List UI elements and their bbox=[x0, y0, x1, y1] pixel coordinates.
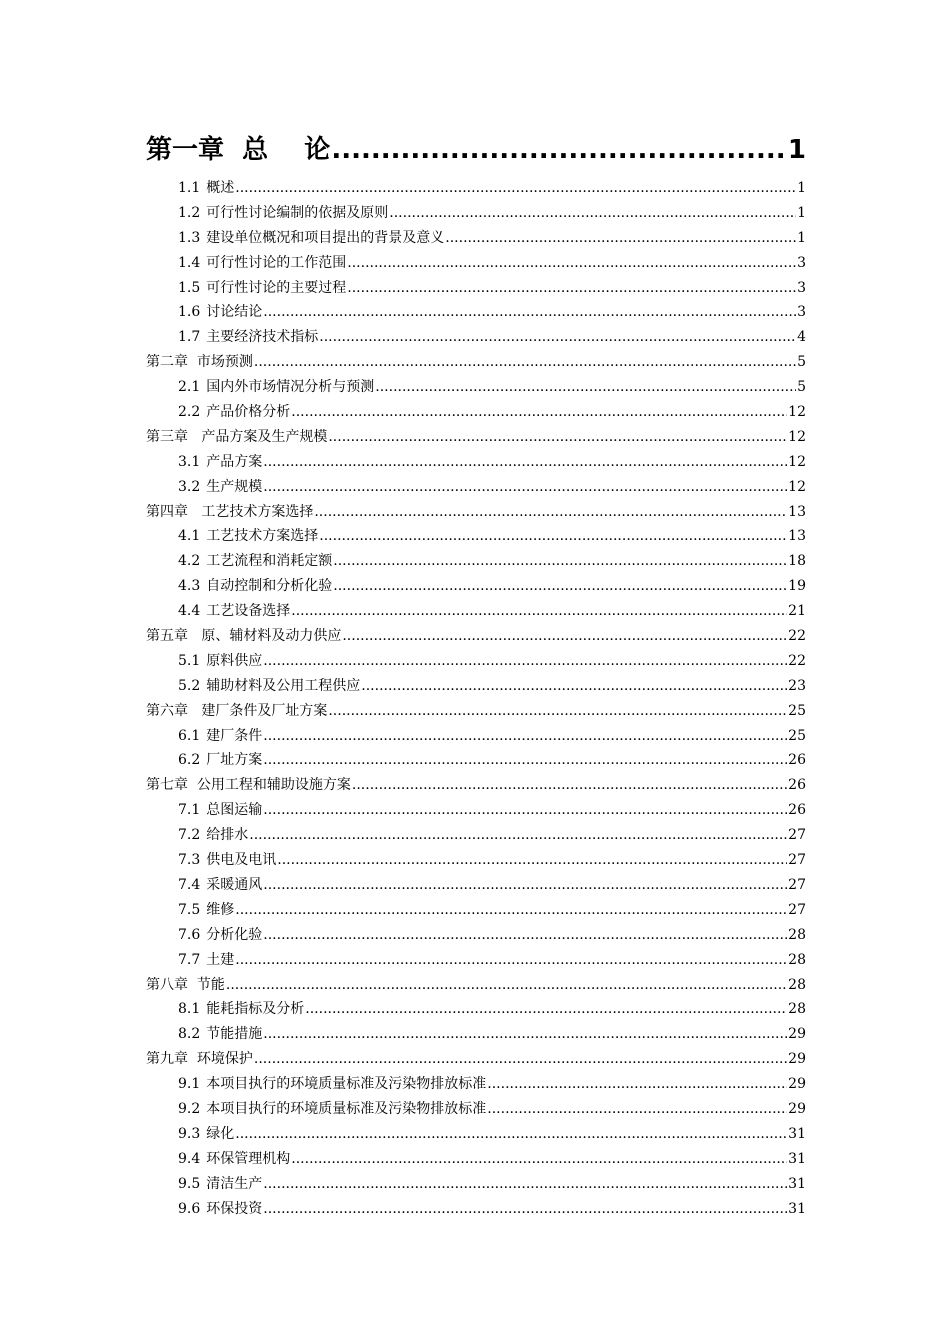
toc-entry-number: 7.4 bbox=[178, 876, 201, 893]
dot-leader bbox=[487, 1097, 787, 1122]
dot-leader bbox=[347, 276, 796, 301]
toc-entry-number: 7.5 bbox=[178, 901, 201, 918]
toc-entry-page: 5 bbox=[797, 354, 806, 371]
toc-entry-number: 5.2 bbox=[178, 677, 201, 694]
toc-section-entry[interactable] bbox=[146, 997, 806, 1022]
toc-entry-page: 31 bbox=[788, 1125, 806, 1142]
toc-section-entry[interactable] bbox=[146, 1147, 806, 1172]
toc-section-entry[interactable] bbox=[146, 948, 806, 973]
toc-entry-page: 13 bbox=[788, 528, 806, 545]
toc-entry-page: 5 bbox=[797, 379, 806, 396]
toc-entry-number: 9.2 bbox=[178, 1100, 201, 1117]
toc-entry-page: 19 bbox=[788, 578, 806, 595]
toc-entry-page: 1 bbox=[797, 180, 806, 196]
toc-entry-page: 3 bbox=[797, 279, 806, 296]
toc-entry-text: 第九章 环境保护 bbox=[146, 1051, 253, 1068]
toc-section-entry[interactable] bbox=[146, 1097, 806, 1122]
dot-leader bbox=[235, 176, 796, 201]
toc-entry-page: 22 bbox=[788, 628, 806, 645]
toc-section-entry[interactable] bbox=[146, 1072, 806, 1097]
dot-leader bbox=[291, 599, 787, 624]
toc-entry-page: 27 bbox=[788, 852, 806, 869]
toc-entry-page: 29 bbox=[788, 1051, 806, 1068]
toc-section-entry[interactable] bbox=[146, 1022, 806, 1047]
toc-entry-number: 8.1 bbox=[178, 1001, 201, 1018]
toc-entry-text: 第七章 公用工程和辅助设施方案 bbox=[146, 777, 351, 794]
toc-entry-page: 29 bbox=[788, 1100, 806, 1117]
dot-leader bbox=[445, 226, 796, 251]
toc-entry-page: 12 bbox=[788, 453, 806, 470]
toc-entry-text: 第六章 建厂条件及厂址方案 bbox=[146, 702, 328, 719]
toc-entry-text: 主要经济技术指标 bbox=[206, 329, 319, 346]
toc-entry-number: 1.6 bbox=[178, 304, 201, 321]
toc-entry-number: 3.1 bbox=[178, 453, 201, 470]
table-of-contents bbox=[146, 130, 806, 1221]
toc-chapter-entry[interactable] bbox=[146, 773, 806, 798]
dot-leader bbox=[305, 997, 787, 1022]
dot-leader bbox=[361, 674, 787, 699]
dot-leader bbox=[314, 500, 787, 525]
dot-leader bbox=[263, 475, 787, 500]
toc-entry-page: 28 bbox=[788, 926, 806, 943]
toc-entry-text: 自动控制和分析化验 bbox=[206, 578, 333, 595]
toc-entry-number: 7.3 bbox=[178, 852, 201, 869]
dot-leader bbox=[263, 798, 787, 823]
toc-heading-chapter-1[interactable] bbox=[146, 130, 806, 170]
dot-leader bbox=[389, 201, 796, 226]
dot-leader bbox=[263, 1197, 787, 1222]
toc-entry-number: 4.4 bbox=[178, 603, 201, 620]
toc-section-entry[interactable] bbox=[146, 276, 806, 301]
toc-entry-text: 可行性讨论的主要过程 bbox=[206, 279, 347, 296]
dot-leader bbox=[319, 325, 796, 350]
toc-entry-page: 29 bbox=[788, 1076, 806, 1093]
dot-leader bbox=[263, 748, 787, 773]
toc-entry-page: 3 bbox=[797, 254, 806, 271]
toc-entry-number: 8.2 bbox=[178, 1026, 201, 1043]
toc-entry-page: 3 bbox=[797, 304, 806, 321]
toc-entry-number: 1.3 bbox=[178, 229, 201, 246]
dot-leader bbox=[328, 425, 787, 450]
toc-entry-number: 1.1 bbox=[178, 180, 201, 196]
dot-leader bbox=[254, 350, 796, 375]
toc-entry-number: 9.5 bbox=[178, 1175, 201, 1192]
toc-entry-number: 9.4 bbox=[178, 1150, 201, 1167]
toc-section-entry[interactable] bbox=[146, 1122, 806, 1147]
toc-entry-text: 总图运输 bbox=[206, 802, 263, 819]
toc-section-entry[interactable] bbox=[146, 574, 806, 599]
toc-section-entry[interactable] bbox=[146, 450, 806, 475]
dot-leader bbox=[263, 873, 787, 898]
toc-entry-text: 工艺流程和消耗定额 bbox=[206, 553, 333, 570]
toc-entry-page: 31 bbox=[788, 1200, 806, 1217]
toc-entry-page: 12 bbox=[788, 404, 806, 421]
toc-section-entry[interactable] bbox=[146, 649, 806, 674]
dot-leader bbox=[263, 923, 787, 948]
toc-entry-number: 1.5 bbox=[178, 279, 201, 296]
toc-entry-page: 28 bbox=[788, 1001, 806, 1018]
toc-entry-text: 第二章 市场预测 bbox=[146, 354, 253, 371]
toc-entry-number: 9.1 bbox=[178, 1076, 201, 1093]
toc-entry-number: 7.7 bbox=[178, 951, 201, 968]
toc-entry-text: 能耗指标及分析 bbox=[206, 1001, 305, 1018]
toc-entry-text: 可行性讨论编制的依据及原则 bbox=[206, 204, 389, 221]
toc-entry-text: 建设单位概况和项目提出的背景及意义 bbox=[206, 229, 445, 246]
dot-leader bbox=[375, 375, 796, 400]
toc-entry-text: 给排水 bbox=[206, 827, 249, 844]
dot-leader bbox=[263, 1022, 787, 1047]
dot-leader bbox=[263, 649, 787, 674]
toc-entry-number: 2.1 bbox=[178, 379, 201, 396]
toc-entry-text: 建厂条件 bbox=[206, 727, 263, 744]
toc-entry-page: 26 bbox=[788, 752, 806, 769]
toc-entry-page: 27 bbox=[788, 827, 806, 844]
dot-leader bbox=[263, 450, 787, 475]
toc-entry-number: 4.3 bbox=[178, 578, 201, 595]
toc-entry-number: 6.2 bbox=[178, 752, 201, 769]
dot-leader bbox=[226, 973, 787, 998]
toc-section-entry[interactable] bbox=[146, 898, 806, 923]
toc-section-entry[interactable] bbox=[146, 201, 806, 226]
toc-entry-text: 厂址方案 bbox=[206, 752, 263, 769]
dot-leader bbox=[333, 549, 787, 574]
toc-entry-page: 13 bbox=[788, 503, 806, 520]
toc-entry-text: 原料供应 bbox=[206, 652, 263, 669]
toc-chapter-entry[interactable] bbox=[146, 425, 806, 450]
dot-leader bbox=[291, 1147, 787, 1172]
toc-entry-page: 26 bbox=[788, 802, 806, 819]
toc-entry-text: 维修 bbox=[206, 901, 235, 918]
toc-entry-page: 21 bbox=[788, 603, 806, 620]
toc-entry-text: 工艺设备选择 bbox=[206, 603, 291, 620]
dot-leader bbox=[319, 524, 787, 549]
toc-section-entry[interactable] bbox=[146, 599, 806, 624]
toc-entry-number: 6.1 bbox=[178, 727, 201, 744]
toc-section-entry[interactable] bbox=[146, 1172, 806, 1197]
toc-entry-page: 28 bbox=[788, 976, 806, 993]
toc-entry-text: 可行性讨论的工作范围 bbox=[206, 254, 347, 271]
toc-section-entry[interactable] bbox=[146, 176, 806, 201]
toc-entry-text: 产品价格分析 bbox=[206, 404, 291, 421]
toc-entry-number: 3.2 bbox=[178, 478, 201, 495]
toc-section-entry[interactable] bbox=[146, 300, 806, 325]
toc-entry-number: 9.6 bbox=[178, 1200, 201, 1217]
dot-leader bbox=[235, 948, 787, 973]
dot-leader bbox=[254, 1047, 787, 1072]
toc-entry-text: 工艺技术方案选择 bbox=[206, 528, 319, 545]
toc-section-entry[interactable] bbox=[146, 798, 806, 823]
toc-chapter-entry[interactable] bbox=[146, 699, 806, 724]
toc-entry-page: 22 bbox=[788, 652, 806, 669]
toc-entry-text: 概述 bbox=[206, 180, 235, 196]
toc-chapter-entry[interactable] bbox=[146, 500, 806, 525]
toc-entry-page: 31 bbox=[788, 1150, 806, 1167]
toc-chapter-entry[interactable] bbox=[146, 973, 806, 998]
toc-entry-page: 25 bbox=[788, 702, 806, 719]
toc-entry-text: 分析化验 bbox=[206, 926, 263, 943]
dot-leader bbox=[331, 130, 787, 170]
toc-entry-number: 4.2 bbox=[178, 553, 201, 570]
toc-entry-text: 采暖通风 bbox=[206, 876, 263, 893]
toc-entry-number: 4.1 bbox=[178, 528, 201, 545]
toc-entry-page: 31 bbox=[788, 1175, 806, 1192]
toc-entry-number: 1.2 bbox=[178, 204, 201, 221]
toc-entry-page: 12 bbox=[788, 478, 806, 495]
toc-section-entry[interactable] bbox=[146, 674, 806, 699]
toc-entry-text: 国内外市场情况分析与预测 bbox=[206, 379, 375, 396]
toc-entry-text: 环保管理机构 bbox=[206, 1150, 291, 1167]
toc-heading-page: 1 bbox=[787, 135, 806, 165]
toc-entry-text: 第四章 工艺技术方案选择 bbox=[146, 503, 314, 520]
toc-entry-page: 28 bbox=[788, 951, 806, 968]
toc-entry-number: 1.4 bbox=[178, 254, 201, 271]
toc-section-entry[interactable] bbox=[146, 475, 806, 500]
dot-leader bbox=[328, 699, 787, 724]
toc-section-entry[interactable] bbox=[146, 748, 806, 773]
toc-entry-page: 18 bbox=[788, 553, 806, 570]
toc-chapter-entry[interactable] bbox=[146, 1047, 806, 1072]
toc-entry-text: 土建 bbox=[206, 951, 235, 968]
toc-entry-number: 5.1 bbox=[178, 652, 201, 669]
toc-section-entry[interactable] bbox=[146, 375, 806, 400]
dot-leader bbox=[347, 251, 796, 276]
toc-entry-number: 7.2 bbox=[178, 827, 201, 844]
toc-entry-page: 29 bbox=[788, 1026, 806, 1043]
toc-entry-text: 本项目执行的环境质量标准及污染物排放标准 bbox=[206, 1076, 487, 1093]
toc-section-entry[interactable] bbox=[146, 251, 806, 276]
dot-leader bbox=[263, 300, 796, 325]
toc-entry-number: 9.3 bbox=[178, 1125, 201, 1142]
dot-leader bbox=[352, 773, 787, 798]
toc-entry-number: 7.6 bbox=[178, 926, 201, 943]
toc-entry-text: 节能措施 bbox=[206, 1026, 263, 1043]
toc-section-entry[interactable] bbox=[146, 549, 806, 574]
toc-entry-page: 4 bbox=[797, 329, 806, 346]
toc-entry-text: 第八章 节能 bbox=[146, 976, 225, 993]
toc-entry-page: 27 bbox=[788, 901, 806, 918]
toc-entry-page: 26 bbox=[788, 777, 806, 794]
toc-entry-text: 产品方案 bbox=[206, 453, 263, 470]
toc-section-entry[interactable] bbox=[146, 400, 806, 425]
toc-entry-text: 第五章 原、辅材料及动力供应 bbox=[146, 628, 342, 645]
toc-entry-text: 环保投资 bbox=[206, 1200, 263, 1217]
toc-entry-text: 本项目执行的环境质量标准及污染物排放标准 bbox=[206, 1100, 487, 1117]
toc-section-entry[interactable] bbox=[146, 724, 806, 749]
toc-entry-page: 1 bbox=[797, 229, 806, 246]
toc-entry-page: 12 bbox=[788, 428, 806, 445]
toc-entry-text: 辅助材料及公用工程供应 bbox=[206, 677, 361, 694]
dot-leader bbox=[342, 624, 787, 649]
toc-section-entry[interactable] bbox=[146, 325, 806, 350]
toc-chapter-entry[interactable] bbox=[146, 350, 806, 375]
toc-entry-page: 1 bbox=[797, 204, 806, 221]
toc-entry-text: 供电及电讯 bbox=[206, 852, 277, 869]
dot-leader bbox=[277, 848, 787, 873]
dot-leader bbox=[291, 400, 787, 425]
toc-entry-text: 绿化 bbox=[206, 1125, 235, 1142]
dot-leader bbox=[263, 724, 787, 749]
toc-section-entry[interactable] bbox=[146, 524, 806, 549]
toc-section-entry[interactable] bbox=[146, 923, 806, 948]
toc-list bbox=[146, 176, 806, 1221]
toc-entry-page: 25 bbox=[788, 727, 806, 744]
dot-leader bbox=[487, 1072, 787, 1097]
toc-section-entry[interactable] bbox=[146, 873, 806, 898]
toc-section-entry[interactable] bbox=[146, 226, 806, 251]
dot-leader bbox=[235, 898, 787, 923]
toc-entry-text: 第三章 产品方案及生产规模 bbox=[146, 428, 328, 445]
dot-leader bbox=[249, 823, 787, 848]
toc-entry-text: 生产规模 bbox=[206, 478, 263, 495]
toc-entry-text: 清洁生产 bbox=[206, 1175, 263, 1192]
dot-leader bbox=[333, 574, 787, 599]
toc-entry-text: 讨论结论 bbox=[206, 304, 263, 321]
toc-entry-number: 7.1 bbox=[178, 802, 201, 819]
dot-leader bbox=[235, 1122, 787, 1147]
toc-heading-text: 第一章 总 论 bbox=[146, 135, 331, 165]
toc-entry-number: 2.2 bbox=[178, 404, 201, 421]
toc-chapter-entry[interactable] bbox=[146, 624, 806, 649]
toc-section-entry[interactable] bbox=[146, 848, 806, 873]
toc-entry-page: 23 bbox=[788, 677, 806, 694]
toc-entry-number: 1.7 bbox=[178, 329, 201, 346]
dot-leader bbox=[263, 1172, 787, 1197]
toc-section-entry[interactable] bbox=[146, 1197, 806, 1222]
toc-section-entry[interactable] bbox=[146, 823, 806, 848]
toc-entry-page: 27 bbox=[788, 876, 806, 893]
